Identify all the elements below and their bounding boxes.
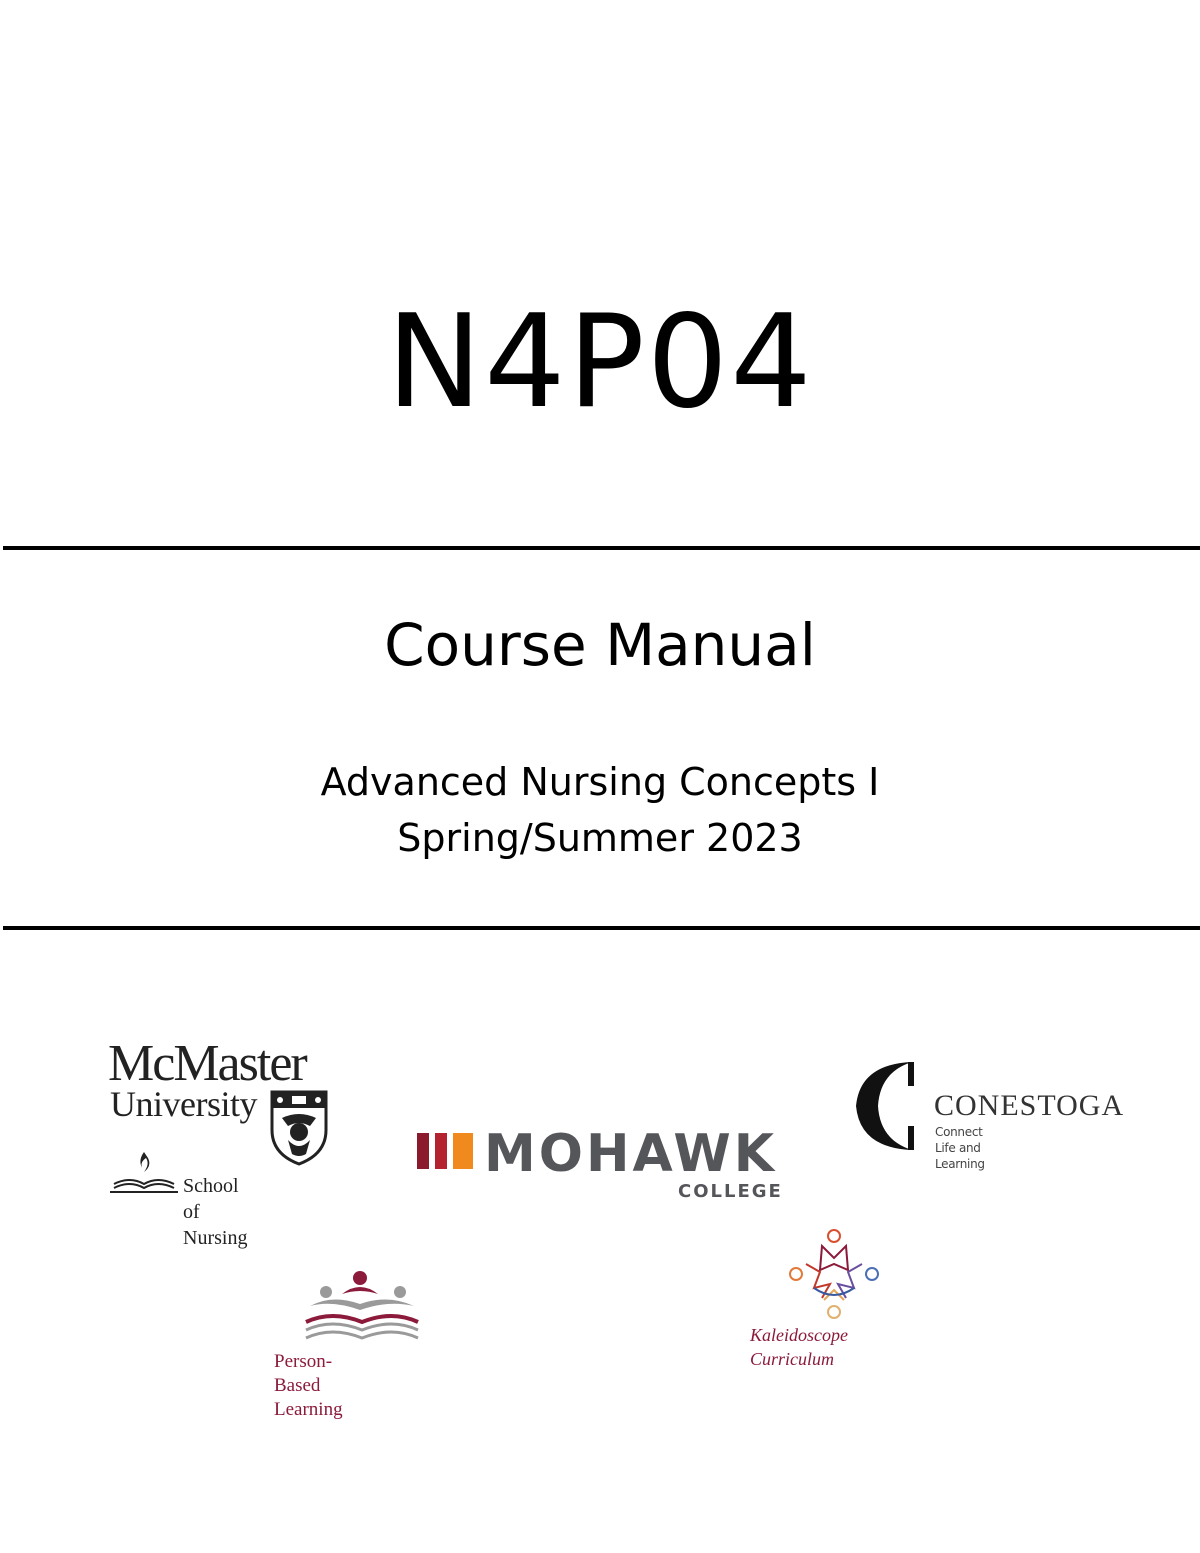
course-code: N4P04 (386, 288, 814, 437)
mcmaster-name: McMaster (108, 1035, 306, 1092)
mohawk-name: MOHAWK (484, 1124, 778, 1184)
bottom-divider (3, 926, 1200, 930)
conestoga-name: CONESTOGA (934, 1089, 1125, 1122)
conestoga-tagline: Connect Life and Learning (935, 1125, 985, 1171)
document-type: Course Manual (384, 611, 816, 679)
mcmaster-school: School of Nursing (183, 1175, 248, 1249)
mcmaster-university: University (110, 1084, 257, 1124)
top-divider (3, 546, 1200, 550)
mohawk-stripes-icon (417, 1133, 473, 1169)
course-subtitle (0, 754, 1200, 866)
kaleidoscope-label: Kaleidoscope Curriculum (750, 1325, 848, 1369)
person-based-learning-label: Person-Based Learning (274, 1351, 343, 1420)
kaleidoscope-icon (786, 1228, 882, 1320)
conestoga-c-icon (850, 1060, 916, 1152)
mcmaster-crest-icon (270, 1090, 328, 1166)
course-title: Advanced Nursing Concepts I (320, 760, 880, 804)
people-book-icon (302, 1270, 422, 1344)
open-book-flame-icon (110, 1150, 178, 1196)
course-term: Spring/Summer 2023 (397, 816, 803, 860)
mohawk-college: COLLEGE (678, 1181, 783, 1202)
